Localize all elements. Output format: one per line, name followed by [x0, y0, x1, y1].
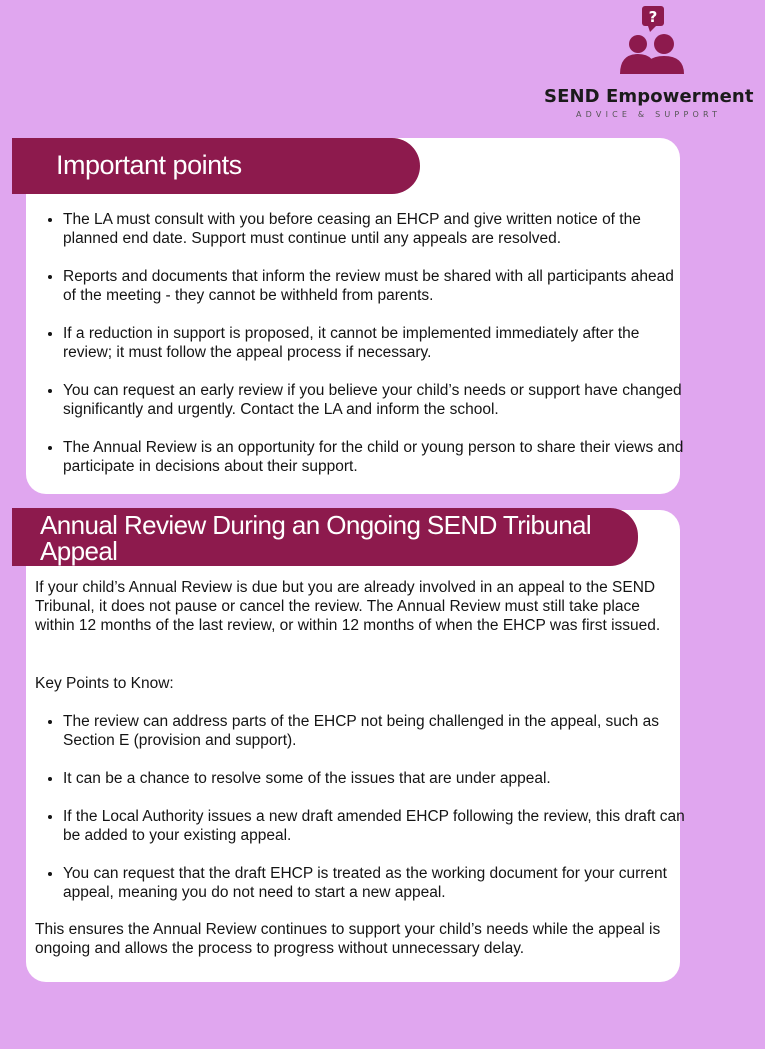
key-points-heading: Key Points to Know: [35, 675, 174, 692]
tribunal-appeal-banner [12, 508, 638, 566]
svg-text:?: ? [648, 8, 658, 26]
brand-tagline: ADVICE & SUPPORT [576, 110, 722, 119]
brand-name: SEND Empowerment [544, 86, 754, 107]
section-title: Annual Review During an Ongoing SEND Tribunal Appeal [40, 510, 592, 566]
list-item: • The LA must consult with you before ceasing an EHCP and give written notice of the planned end date. Support must continue until any appeals are resolved. [63, 210, 691, 248]
key-points-list [36, 712, 699, 902]
list-item: • If the Local Authority issues a new draft amended EHCP following the review, this draft can be added to your existing appeal. [63, 807, 699, 845]
list-item: • The review can address parts of the EHCP not being challenged in the appeal, such as Section E (provision and support). [63, 712, 699, 750]
section-title: Important points [56, 150, 242, 180]
list-item: • The Annual Review is an opportunity for the child or young person to share their views and participate in decisions about their support. [63, 438, 691, 476]
list-item: • You can request an early review if you believe your child’s needs or support have changed significantly and urgently. Contact the LA and inform the school. [63, 381, 691, 419]
list-item: • You can request that the draft EHCP is treated as the working document for your current appeal, meaning you do not need to start a new appeal. [63, 864, 699, 902]
list-item: • Reports and documents that inform the review must be shared with all participants ahead of the meeting - they cannot be withheld from parents. [63, 267, 691, 305]
closing-paragraph: This ensures the Annual Review continues to support your child’s needs while the appeal is ongoing and allows the process to progress without unnecessary delay. [35, 921, 661, 957]
two-people-question-icon [616, 4, 688, 78]
intro-paragraph: If your child’s Annual Review is due but you are already involved in an appeal to the SEND Tribunal, it does not pause or cancel the review. The Annual Review must still take place within 12 months of the last review, or within 12 months of when the EHCP was first issued. [35, 579, 661, 634]
important-points-banner [12, 138, 420, 194]
important-points-list [36, 210, 691, 476]
list-item: • If a reduction in support is proposed, it cannot be implemented immediately after the review; it must follow the appeal process if necessary. [63, 324, 691, 362]
logo [540, 4, 760, 122]
list-item: • It can be a chance to resolve some of the issues that are under appeal. [63, 769, 699, 788]
